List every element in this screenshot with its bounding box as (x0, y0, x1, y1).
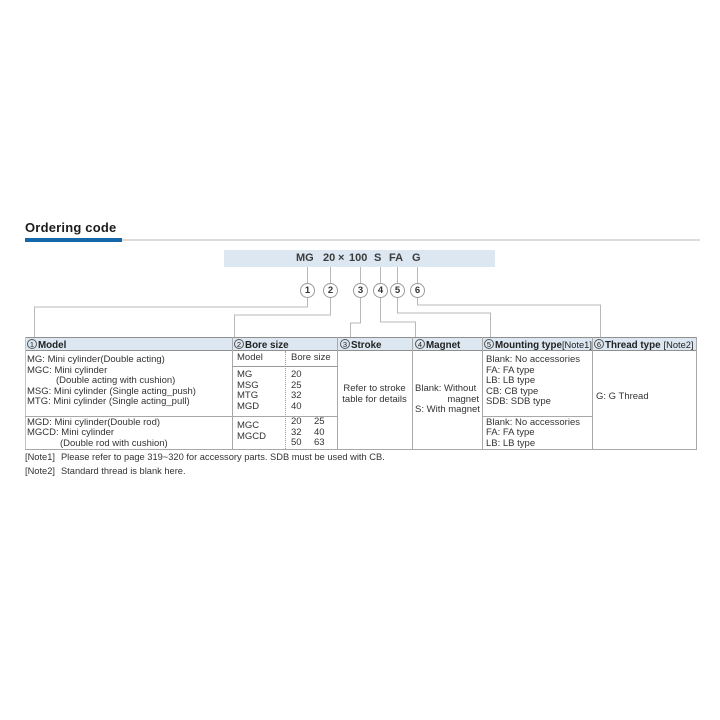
circled-3-icon: 3 (340, 339, 350, 349)
code-times-sign: × (338, 252, 345, 264)
circled-2-icon: 2 (234, 339, 244, 349)
col-divider-stroke-magnet (412, 337, 413, 449)
mounting-line: LB: LB type (486, 437, 536, 449)
model-line: MG: Mini cylinder(Double acting) (27, 354, 165, 365)
bore-row1-sizes (291, 370, 302, 412)
mounting-line: FA: FA type (486, 427, 535, 438)
model-line: (Double acting with cushion) (56, 375, 176, 386)
circled-6-icon: 6 (594, 339, 604, 349)
header-stroke-label: Stroke (351, 339, 382, 351)
bore-size: 40 (314, 426, 325, 438)
code-circle-2: 2 (323, 283, 338, 298)
code-circle-1: 1 (300, 283, 315, 298)
model-line: (Double rod with cushion) (60, 437, 168, 449)
code-circle-4: 4 (373, 283, 388, 298)
bore-row2-sizes-col2 (314, 417, 325, 449)
bore-subcolumn-dotted-divider (285, 351, 286, 449)
bore-size: 25 (314, 416, 325, 427)
header-model (27, 339, 66, 352)
header-mounting-label: Mounting type (495, 339, 562, 351)
code-part-mounting: FA (389, 252, 404, 264)
mounting-cell-row2 (486, 418, 580, 450)
header-mounting-note: [Note1] (561, 339, 592, 350)
bore-subheader-bore: Bore size (291, 352, 331, 363)
note-2-text: Standard thread is blank here. (60, 466, 186, 476)
circled-4-icon: 4 (415, 339, 425, 349)
stroke-cell (338, 384, 411, 405)
bore-row1-models (237, 370, 259, 412)
bore-row2-models (237, 421, 266, 442)
note-1-tag: [Note1] (25, 452, 55, 462)
header-magnet-label: Magnet (426, 339, 461, 351)
bore-model: MSG (237, 379, 259, 391)
magnet-cell (415, 384, 479, 416)
col-divider-magnet-mounting (482, 337, 483, 449)
table-border-right (696, 337, 697, 449)
header-bore-label: Bore size (245, 339, 289, 351)
bore-size: 63 (314, 437, 325, 448)
mounting-line: CB: CB type (486, 385, 539, 397)
code-circle-6: 6 (410, 283, 425, 298)
bore-subheader-model: Model (237, 352, 263, 363)
mounting-cell-row1 (486, 355, 580, 408)
model-line: MTG: Mini cylinder (Single acting_pull) (27, 396, 190, 407)
thread-cell: G: G Thread (596, 391, 649, 402)
code-part-thread: G (412, 252, 421, 264)
magnet-line: magnet (447, 393, 479, 405)
bore-model: MGD (237, 400, 260, 412)
stroke-line: table for details (342, 393, 407, 405)
circled-5-icon: 5 (484, 339, 494, 349)
magnet-line: S: With magnet (415, 404, 480, 415)
header-thread (594, 339, 694, 352)
bore-model: MGCD (237, 430, 267, 442)
header-stroke (340, 339, 382, 352)
page-title: Ordering code (25, 220, 117, 235)
model-cell-row2 (27, 418, 168, 450)
mounting-line: Blank: No accessories (486, 354, 580, 365)
mounting-line: SDB: SDB type (486, 396, 551, 407)
header-mounting (484, 339, 592, 352)
note-1-text: Please refer to page 319~320 for accessory parts. SDB must be used with CB. (60, 452, 385, 462)
bore-size: 50 (291, 437, 302, 448)
mounting-line: Blank: No accessories (486, 416, 580, 428)
mounting-line: FA: FA type (486, 364, 535, 376)
bore-model: MTG (237, 390, 259, 401)
code-circle-3: 3 (353, 283, 368, 298)
header-thread-note: [Note2] (663, 339, 694, 350)
code-part-magnet: S (374, 252, 382, 264)
code-part-model: MG (296, 252, 314, 264)
bore-model: MG (237, 369, 253, 380)
col-divider-model-bore (232, 337, 233, 449)
bore-size: 20 (291, 369, 302, 380)
col-divider-mounting-thread (592, 337, 593, 449)
note-2 (25, 466, 186, 476)
model-line: MGCD: Mini cylinder (27, 427, 115, 438)
model-line: MGD: Mini cylinder(Double rod) (27, 416, 161, 428)
bore-size: 40 (291, 400, 302, 412)
header-magnet (415, 339, 460, 352)
bore-size: 25 (291, 379, 302, 391)
note-1 (25, 452, 385, 462)
table-border-bottom (25, 449, 697, 450)
bore-model: MGC (237, 420, 260, 431)
magnet-line: Blank: Without (415, 383, 477, 394)
header-bore (234, 339, 289, 352)
stroke-line: Refer to stroke (343, 383, 406, 394)
bore-size: 32 (291, 390, 302, 401)
header-model-label: Model (38, 339, 67, 351)
code-circle-5: 5 (390, 283, 405, 298)
mounting-line: LB: LB type (486, 375, 536, 386)
model-cell-row1 (27, 355, 196, 408)
bore-row2-sizes-col1 (291, 417, 302, 449)
bore-size: 20 (291, 416, 302, 427)
table-border-left (25, 337, 26, 449)
note-2-tag: [Note2] (25, 466, 55, 476)
model-line: MSG: Mini cylinder (Single acting_push) (27, 385, 196, 397)
header-thread-label: Thread type (605, 339, 661, 351)
circled-1-icon: 1 (27, 339, 37, 349)
model-line: MGC: Mini cylinder (27, 364, 108, 376)
code-part-stroke: 100 (349, 252, 368, 264)
code-part-bore: 20 (323, 252, 336, 264)
bore-size: 32 (291, 426, 302, 438)
